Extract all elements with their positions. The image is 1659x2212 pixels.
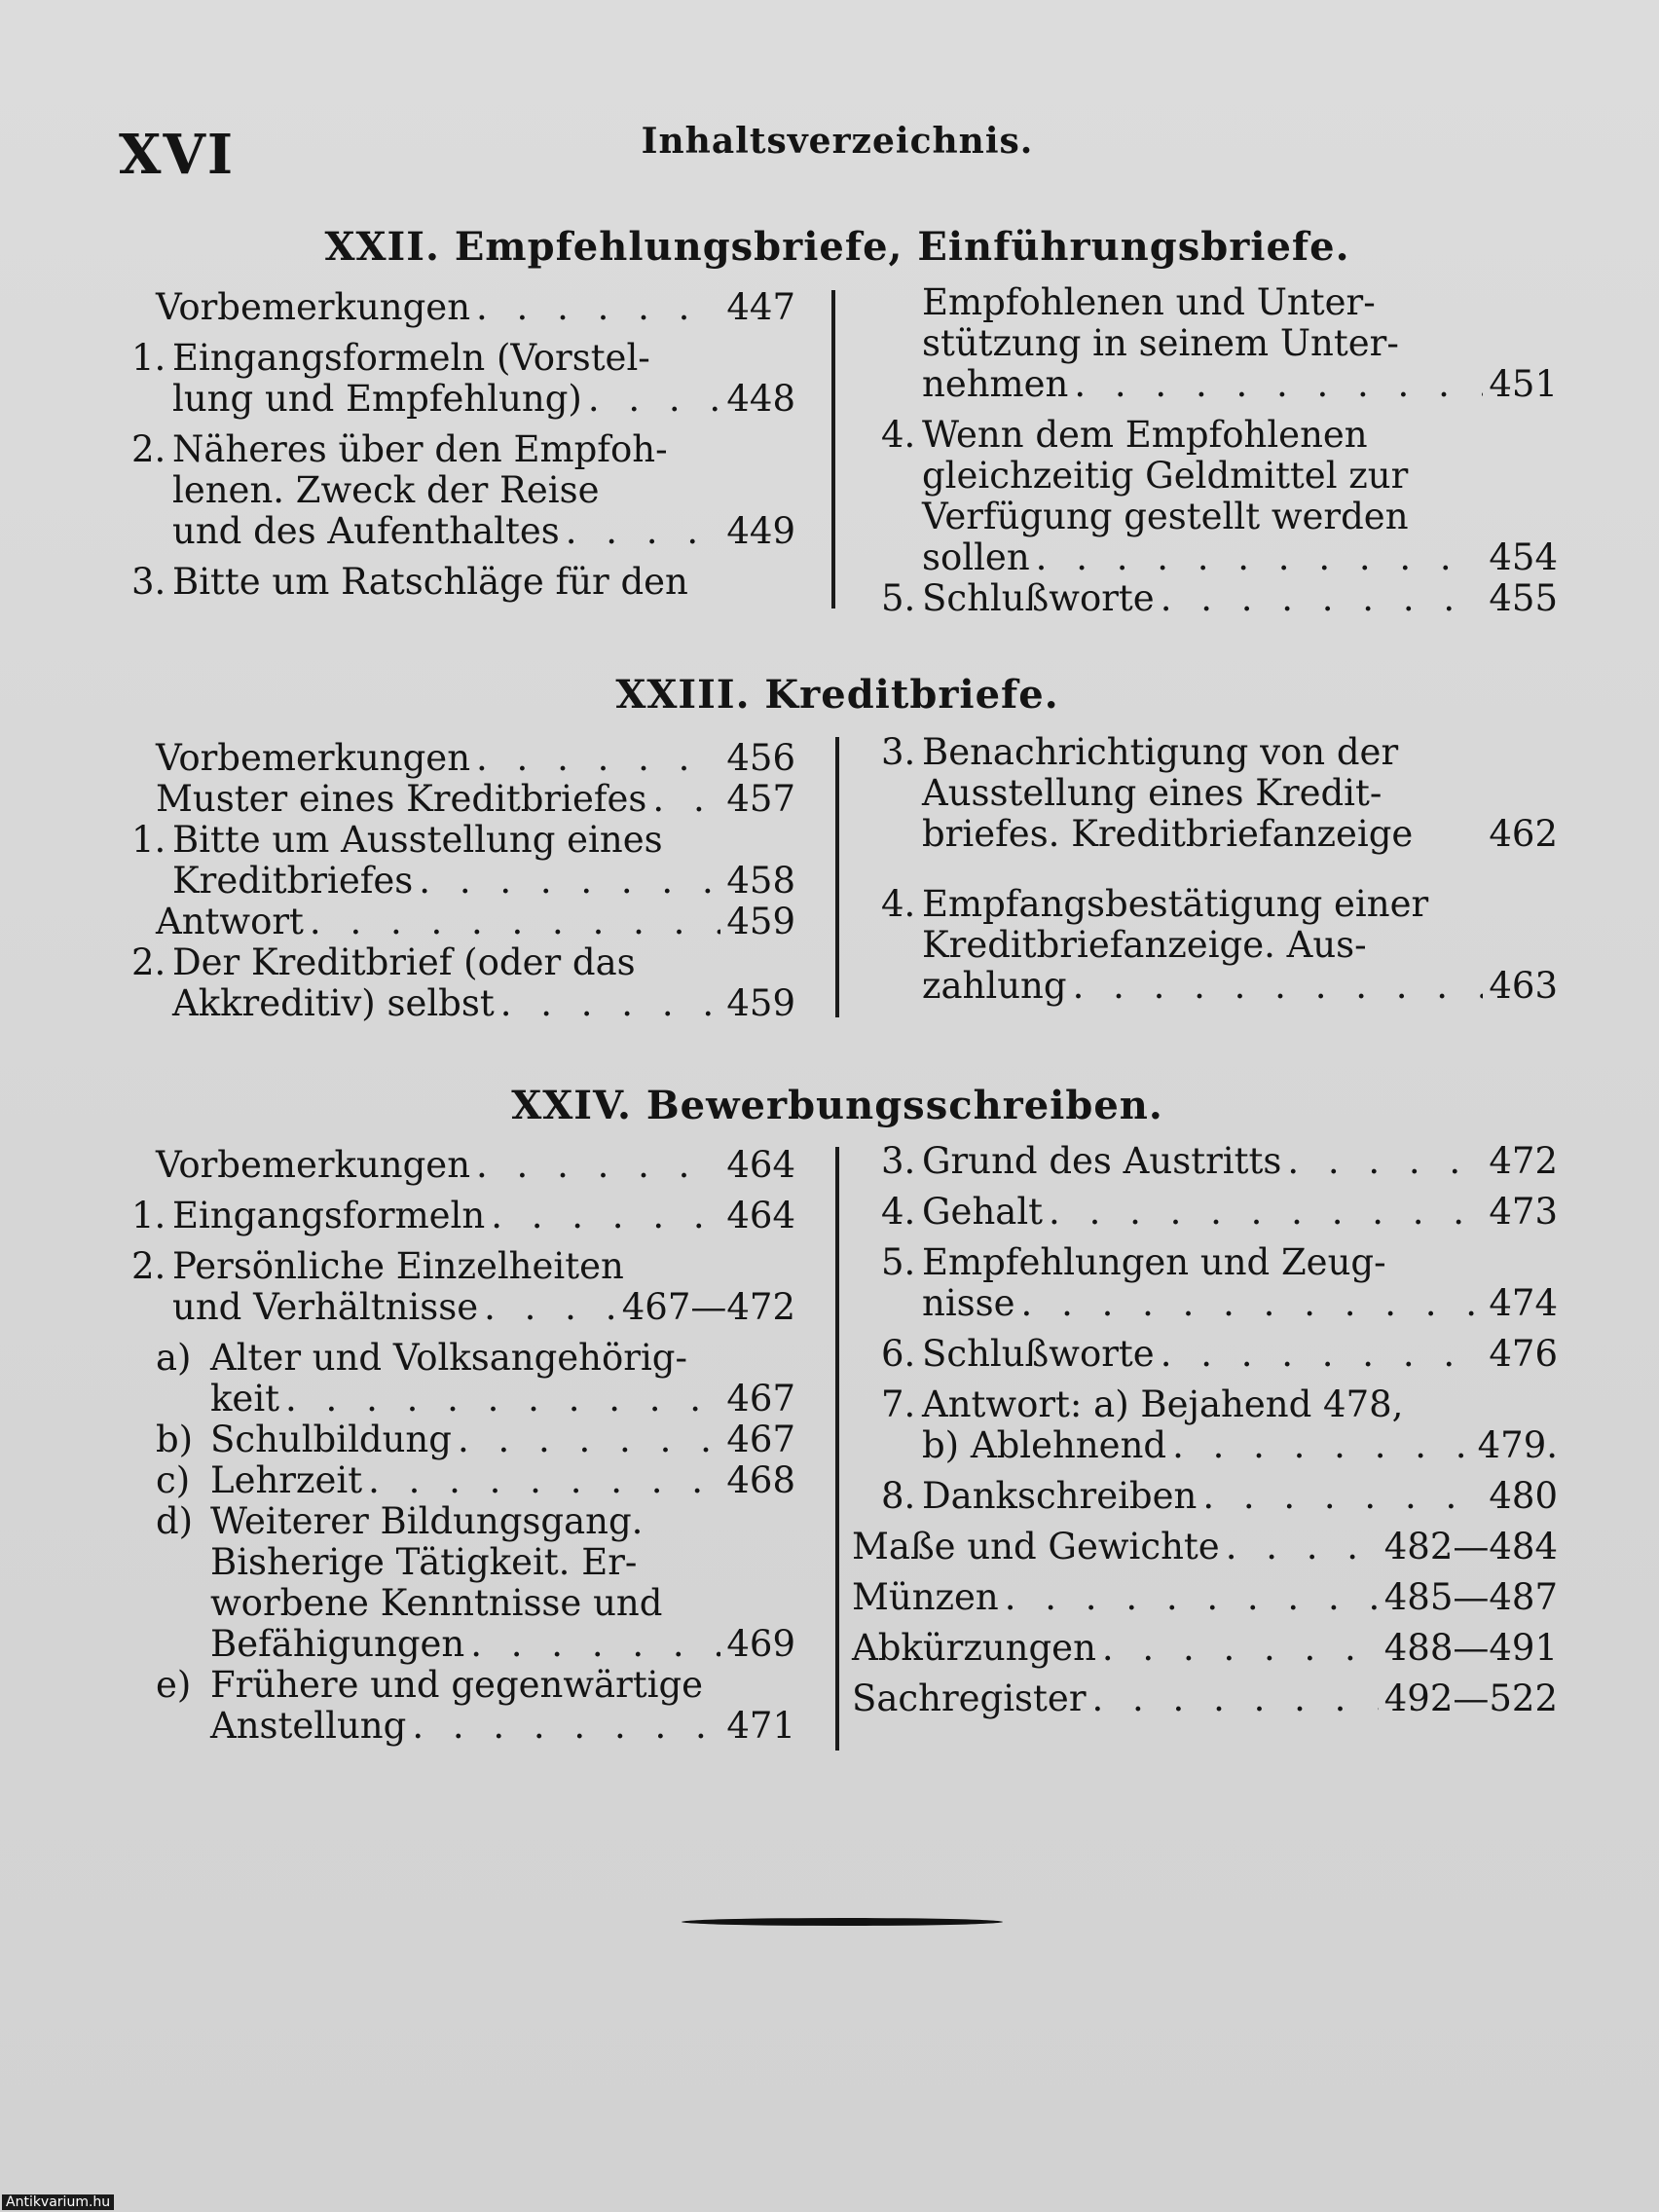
entry-text: Lehrzeit <box>210 1459 363 1501</box>
toc-column-left-xxii <box>131 287 795 612</box>
page-ref: 474 <box>1489 1282 1558 1324</box>
page-ref: 457 <box>726 778 795 820</box>
toc-entry <box>881 578 1558 619</box>
entry-text: lenen. Zweck der Reise <box>172 469 600 511</box>
toc-entry <box>881 282 1558 405</box>
leader-dots <box>588 379 721 420</box>
entry-number: 3. <box>131 561 166 603</box>
leader-dots <box>1073 966 1484 1007</box>
entry-number: 1. <box>131 337 166 379</box>
entry-text: nehmen <box>922 363 1069 405</box>
toc-entry <box>131 1196 795 1236</box>
entry-number: 1. <box>131 819 166 861</box>
entry-text: Verfügung gestellt werden <box>922 496 1409 537</box>
leader-dots <box>1172 1425 1472 1466</box>
entry-text: keit <box>210 1378 280 1419</box>
toc-entry <box>131 738 795 779</box>
toc-entry <box>881 884 1558 1007</box>
column-divider <box>835 1147 839 1751</box>
leader-dots <box>1161 1334 1484 1375</box>
toc-entry <box>881 1384 1558 1466</box>
leader-dots <box>1161 578 1484 619</box>
leader-dots <box>1049 1192 1483 1233</box>
entry-text: Sachregister <box>852 1677 1087 1719</box>
entry-text: Anstellung <box>210 1705 407 1747</box>
running-head: Inhaltsverzeichnis. <box>641 121 1034 162</box>
page-ref: 482—484 <box>1383 1526 1558 1567</box>
leader-dots <box>1021 1283 1484 1324</box>
leader-dots <box>368 1460 720 1501</box>
page-ref: 448 <box>726 378 795 420</box>
toc-entry <box>131 429 795 552</box>
entry-number: 4. <box>881 1191 916 1233</box>
watermark: Antikvarium.hu <box>2 2194 114 2210</box>
entry-text: Eingangsformeln <box>172 1195 486 1236</box>
entry-text: Empfehlungen und Zeug- <box>922 1241 1386 1283</box>
entry-text: stützung in seinem Unter- <box>922 322 1399 364</box>
entry-text: Vorbemerkungen <box>156 737 471 779</box>
toc-entry <box>131 1145 795 1186</box>
entry-text: briefes. Kreditbriefanzeige <box>922 813 1414 855</box>
page-ref: 458 <box>726 860 795 902</box>
toc-subentry <box>131 1338 795 1419</box>
entry-text: Kreditbriefes <box>172 860 414 902</box>
entry-number: 5. <box>881 577 916 619</box>
leader-dots <box>1202 1476 1483 1517</box>
page-ref: 479. <box>1477 1424 1558 1466</box>
entry-text: Muster eines Kreditbriefes <box>156 778 647 820</box>
entry-text: Münzen <box>852 1576 999 1618</box>
entry-number: 1. <box>131 1195 166 1236</box>
page-ref: 488—491 <box>1383 1627 1558 1669</box>
entry-text: gleichzeitig Geldmittel zur <box>922 455 1409 497</box>
entry-text: und Verhältnisse <box>172 1286 479 1328</box>
entry-text: Der Kreditbrief (oder das <box>172 941 636 983</box>
toc-entry <box>852 1628 1558 1669</box>
entry-text: Eingangsformeln (Vorstel- <box>172 337 650 379</box>
leader-dots <box>1102 1628 1379 1669</box>
entry-text: nisse <box>922 1282 1015 1324</box>
page-ref: 471 <box>726 1705 795 1747</box>
entry-text: Antwort: a) Bejahend 478, <box>922 1383 1404 1425</box>
toc-entry <box>131 779 795 820</box>
toc-entry <box>131 1246 795 1328</box>
page-ref: 472 <box>1489 1140 1558 1182</box>
leader-dots <box>500 983 721 1024</box>
leader-dots <box>1287 1141 1483 1182</box>
toc-entry <box>881 732 1558 855</box>
toc-subentry <box>131 1419 795 1460</box>
page-ref: 476 <box>1489 1333 1558 1375</box>
entry-text: Wenn dem Empfohlenen <box>922 414 1368 456</box>
leader-dots <box>484 1287 616 1328</box>
leader-dots <box>458 1419 720 1460</box>
toc-entry <box>881 1141 1558 1182</box>
page-ref: 456 <box>726 737 795 779</box>
entry-text: zahlung <box>922 965 1067 1007</box>
toc-entry <box>131 562 795 603</box>
entry-text: Befähigungen <box>210 1623 465 1665</box>
leader-dots <box>491 1196 720 1236</box>
page-ref: 467 <box>726 1378 795 1419</box>
page-ref: 467—472 <box>621 1286 795 1328</box>
page-ref: 459 <box>726 982 795 1024</box>
page-number: XVI <box>119 123 236 187</box>
entry-text: Schlußworte <box>922 577 1155 619</box>
entry-number: 3. <box>881 731 916 773</box>
page-ref: 454 <box>1489 536 1558 578</box>
entry-text: lung und Empfehlung) <box>172 378 582 420</box>
entry-text: Ausstellung eines Kredit- <box>922 772 1382 814</box>
section-title-xxiv: XXIV. Bewerbungsschreiben. <box>511 1083 1163 1128</box>
toc-subentry <box>131 1665 795 1747</box>
leader-dots <box>652 779 720 820</box>
page-ref: 455 <box>1489 577 1558 619</box>
leader-dots <box>1226 1527 1379 1567</box>
leader-dots <box>476 1145 720 1186</box>
toc-entry <box>131 942 795 1024</box>
entry-text: b) Ablehnend <box>922 1424 1167 1466</box>
entry-text: Maße und Gewichte <box>852 1526 1220 1567</box>
leader-dots <box>419 861 720 902</box>
leader-dots <box>1005 1577 1379 1618</box>
page-ref: 473 <box>1489 1191 1558 1233</box>
entry-text: Vorbemerkungen <box>156 1144 471 1186</box>
toc-column-left-xxiv <box>131 1145 795 1747</box>
toc-entry <box>881 1476 1558 1517</box>
subentry-letter: b) <box>156 1419 194 1460</box>
entry-text: Alter und Volksangehörig- <box>210 1337 687 1379</box>
page-ref: 463 <box>1489 965 1558 1007</box>
entry-text: und des Aufenthaltes <box>172 510 560 552</box>
entry-text: Näheres über den Empfoh- <box>172 428 668 470</box>
subentry-letter: c) <box>156 1459 191 1501</box>
entry-text: Empfohlenen und Unter- <box>922 281 1376 323</box>
leader-dots <box>1036 537 1484 578</box>
entry-number: 4. <box>881 883 916 925</box>
toc-entry <box>881 1242 1558 1324</box>
entry-text: Antwort <box>156 901 304 942</box>
page-ref: 464 <box>726 1144 795 1186</box>
entry-text: Schulbildung <box>210 1419 452 1460</box>
entry-text: Weiterer Bildungsgang. <box>210 1500 644 1542</box>
entry-number: 5. <box>881 1241 916 1283</box>
toc-entry <box>881 1334 1558 1375</box>
leader-dots <box>1074 364 1483 405</box>
entry-number: 8. <box>881 1475 916 1517</box>
section-title-xxii: XXII. Empfehlungsbriefe, Einführungsbriefe. <box>324 224 1350 270</box>
toc-entry <box>881 1192 1558 1233</box>
entry-text: worbene Kenntnisse und <box>210 1582 663 1624</box>
toc-entry <box>131 902 795 942</box>
toc-entry <box>852 1678 1558 1719</box>
page-ref: 451 <box>1489 363 1558 405</box>
entry-text: Bisherige Tätigkeit. Er- <box>210 1541 638 1583</box>
entry-text: Akkreditiv) selbst <box>172 982 495 1024</box>
page-ref: 447 <box>726 286 795 328</box>
toc-column-left-xxiii <box>131 738 795 1024</box>
entry-text: Schlußworte <box>922 1333 1155 1375</box>
entry-number: 6. <box>881 1333 916 1375</box>
leader-dots <box>412 1706 720 1747</box>
leader-dots <box>470 1624 720 1665</box>
toc-subentry <box>131 1460 795 1501</box>
entry-number: 2. <box>131 428 166 470</box>
entry-text: Gehalt <box>922 1191 1044 1233</box>
toc-column-right-xxii <box>881 282 1558 629</box>
entry-text: Persönliche Einzelheiten <box>172 1245 624 1287</box>
page-ref: 459 <box>726 901 795 942</box>
toc-entry <box>852 1527 1558 1567</box>
section-title-xxiii: XXIII. Kreditbriefe. <box>615 672 1059 718</box>
page-ref: 449 <box>726 510 795 552</box>
entry-text: Frühere und gegenwärtige <box>210 1664 704 1706</box>
page-ref: 462 <box>1489 813 1558 855</box>
toc-entry <box>131 287 795 328</box>
leader-dots <box>310 902 720 942</box>
entry-number: 3. <box>881 1140 916 1182</box>
page-ref: 468 <box>726 1459 795 1501</box>
column-divider <box>831 290 835 608</box>
toc-entry <box>131 338 795 420</box>
leader-dots <box>476 738 720 779</box>
toc-entry <box>852 1577 1558 1618</box>
subentry-letter: a) <box>156 1337 192 1379</box>
toc-column-right-xxiii <box>881 732 1558 1016</box>
entry-text: Kreditbriefanzeige. Aus- <box>922 924 1367 966</box>
subentry-letter: d) <box>156 1500 194 1542</box>
subentry-letter: e) <box>156 1664 192 1706</box>
page-ref: 467 <box>726 1419 795 1460</box>
leader-dots <box>1092 1678 1379 1719</box>
entry-text: Bitte um Ratschläge für den <box>172 561 688 603</box>
leader-dots <box>285 1379 720 1419</box>
leader-dots <box>566 511 721 552</box>
entry-text: sollen <box>922 536 1030 578</box>
entry-text: Dankschreiben <box>922 1475 1198 1517</box>
page-ref: 480 <box>1489 1475 1558 1517</box>
end-rule <box>682 1918 1003 1926</box>
entry-text: Grund des Austritts <box>922 1140 1282 1182</box>
entry-text: Vorbemerkungen <box>156 286 471 328</box>
entry-text: Benachrichtigung von der <box>922 731 1399 773</box>
toc-entry <box>881 415 1558 578</box>
page-ref: 469 <box>726 1623 795 1665</box>
page-ref: 492—522 <box>1383 1677 1558 1719</box>
toc-subentry <box>131 1501 795 1665</box>
page-ref: 464 <box>726 1195 795 1236</box>
entry-number: 2. <box>131 941 166 983</box>
entry-text: Abkürzungen <box>852 1627 1096 1669</box>
column-divider <box>835 737 839 1017</box>
toc-entry <box>131 820 795 902</box>
page-ref: 485—487 <box>1383 1576 1558 1618</box>
entry-number: 4. <box>881 414 916 456</box>
entry-number: 7. <box>881 1383 916 1425</box>
toc-column-right-xxiv <box>852 1140 1558 1729</box>
leader-dots <box>476 287 720 328</box>
entry-text: Bitte um Ausstellung eines <box>172 819 663 861</box>
entry-number: 2. <box>131 1245 166 1287</box>
entry-text: Empfangsbestätigung einer <box>922 883 1429 925</box>
